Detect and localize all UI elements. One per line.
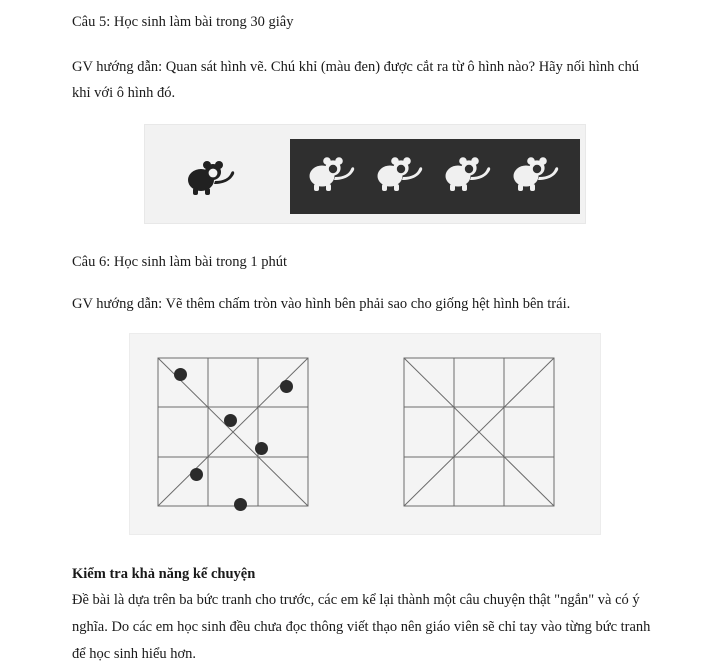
monkey-cutout-1-icon: [302, 157, 358, 191]
question-5-instruction: GV hướng dẫn: Quan sát hình vẽ. Chú khỉ (màu đen) được cắt ra từ ô hình nào? Hãy nối hình chú khỉ với ô hình đó.: [72, 59, 639, 101]
question-6-instruction: GV hướng dẫn: Vẽ thêm chấm tròn vào hình bên phải sao cho giống hệt hình bên trái.: [72, 295, 571, 312]
section-body: Đề bài là dựa trên ba bức tranh cho trước, các em kể lại thành một câu chuyện thật "ngắn" và có ý nghĩa. Do các em học sinh đều chưa đọc thông viết thạo nên giáo viên sẽ chỉ tay vào từng bức tranh để học sinh hiểu hơn.: [72, 591, 651, 662]
monkey-cutout-2-icon: [370, 157, 426, 191]
left-grid: [152, 352, 317, 512]
spacer: [72, 535, 658, 561]
monkey-cutout-3-icon: [438, 157, 494, 191]
monkey-cutout-figure: [144, 124, 586, 224]
right-grid-lines: [398, 352, 563, 512]
spacer: [72, 35, 658, 55]
grid-dot: [280, 380, 293, 393]
grid-dot: [190, 468, 203, 481]
figure-2-container: [72, 333, 658, 535]
grid-dot: [255, 442, 268, 455]
grid-dot: [234, 498, 247, 511]
grid-dot: [224, 414, 237, 427]
spacer: [72, 276, 658, 292]
spacer: [72, 224, 658, 250]
monkey-cutout-4-icon: [506, 157, 562, 191]
monkey-silhouette-icon: [181, 161, 239, 195]
question-5-heading: Câu 5: Học sinh làm bài trong 30 giây: [72, 14, 294, 30]
right-grid: [398, 352, 563, 512]
section-title: Kiểm tra khả năng kể chuyện: [72, 565, 256, 582]
grid-dot: [174, 368, 187, 381]
figure-1-container: [72, 124, 658, 224]
black-strip: [290, 139, 580, 214]
grid-dots-figure: [129, 333, 601, 535]
question-6-heading: Câu 6: Học sinh làm bài trong 1 phút: [72, 254, 288, 271]
